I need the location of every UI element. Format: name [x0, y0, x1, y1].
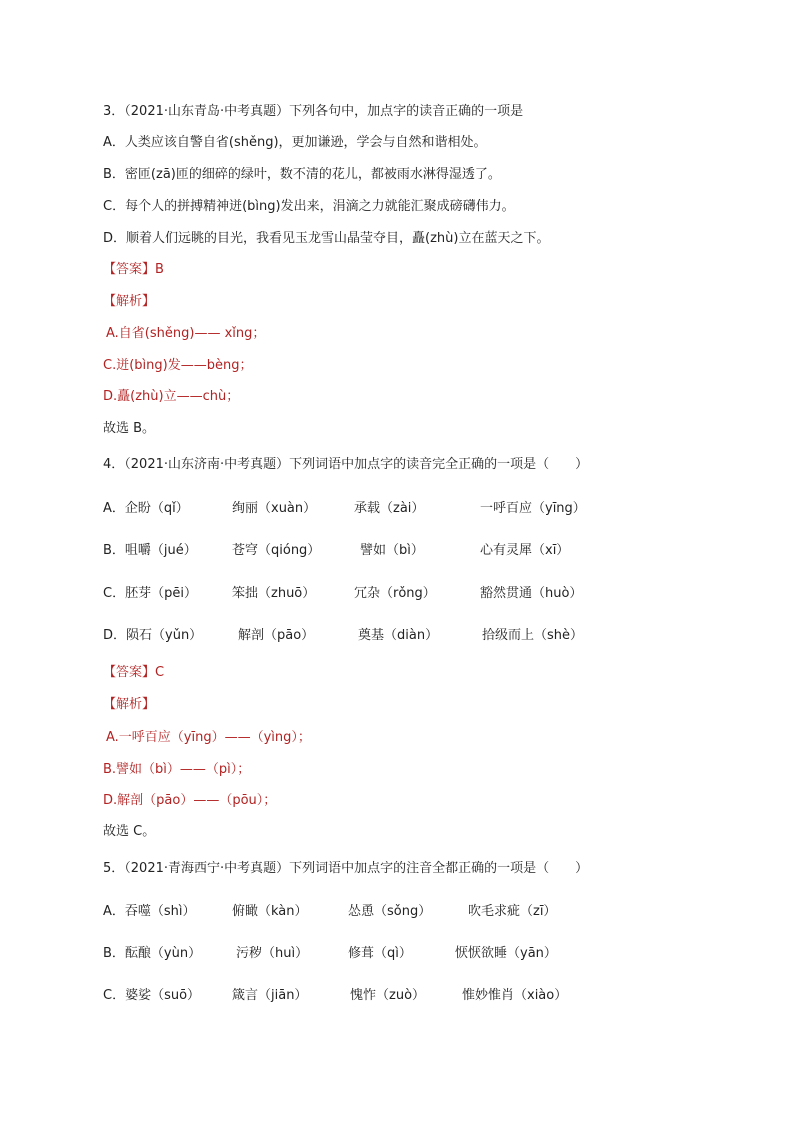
- q4-row-b-item-1: B．咀嚼（jué）: [103, 543, 197, 558]
- q3-analysis-tag: 【解析】: [103, 294, 156, 309]
- q5-row-b-item-1: B．酝酿（yùn）: [103, 946, 202, 961]
- q4-row-a-item-2: 绚丽（xuàn）: [232, 501, 317, 516]
- q5-row-b-item-3: 修葺（qì）: [348, 946, 412, 961]
- q3-answer: [103, 261, 164, 279]
- q4-analysis-d: D.解剖（pāo）——（pōu）；: [103, 793, 277, 808]
- q3-analysis-c: C.迸(bìng)发——bèng；: [103, 358, 253, 373]
- q4-row-d-item-1: D．陨石（yǔn）: [103, 628, 203, 643]
- q5-row-c-item-1: C．婆娑（suō）: [103, 988, 201, 1003]
- q4-row-c-item-4: 豁然贯通（huò）: [480, 586, 583, 601]
- q3-answer-tag: 【答案】: [103, 262, 156, 277]
- q3-option-c: C．每个人的拼搏精神迸(bìng)发出来，涓滴之力就能汇聚成磅礴伟力。: [103, 199, 515, 214]
- q5-row-a-item-4: 吹毛求疵（zī）: [468, 904, 557, 919]
- q3-analysis-a: A.自省(shěng)—— xǐng；: [106, 326, 266, 341]
- q4-conclusion: 故选 C。: [103, 824, 156, 839]
- q5-row-c-item-2: 箴言（jiān）: [232, 988, 308, 1003]
- q4-row-a-item-3: 承载（zài）: [354, 501, 425, 516]
- q5-stem: 5．（2021·青海西宁·中考真题）下列词语中加点字的注音全都正确的一项是（ ）: [103, 861, 589, 876]
- q4-analysis-b: B.譬如（bì）——（pì）；: [103, 762, 251, 777]
- q4-answer-tag: 【答案】: [103, 665, 156, 680]
- q3-option-a: A．人类应该自警自省(shěng)，更加谦逊，学会与自然和谐相处。: [103, 135, 487, 150]
- q5-row-b-item-4: 恹恹欲睡（yān）: [455, 946, 557, 961]
- q4-answer: [103, 664, 164, 682]
- q3-option-d: D．顺着人们远眺的目光，我看见玉龙雪山晶莹夺目，矗(zhù)立在蓝天之下。: [103, 231, 550, 246]
- q3-conclusion: 故选 B。: [103, 421, 156, 436]
- q5-row-c-item-3: 愧怍（zuò）: [350, 988, 426, 1003]
- q3-answer-value: B: [155, 262, 164, 277]
- q4-row-b-item-4: 心有灵犀（xī）: [480, 543, 570, 558]
- q4-answer-value: C: [155, 665, 165, 680]
- q3-stem: 3．（2021·山东青岛·中考真题）下列各句中，加点字的读音正确的一项是: [103, 104, 524, 119]
- q4-row-a-item-4: 一呼百应（yīng）: [480, 501, 586, 516]
- q4-stem: 4．（2021·山东济南·中考真题）下列词语中加点字的读音完全正确的一项是（ ）: [103, 457, 589, 472]
- q4-row-c-item-1: C．胚芽（pēi）: [103, 586, 197, 601]
- q3-option-b: B．密匝(zā)匝的细碎的绿叶，数不清的花儿，都被雨水淋得湿透了。: [103, 167, 501, 182]
- q5-row-c-item-4: 惟妙惟肖（xiào）: [462, 988, 568, 1003]
- q4-row-d-item-4: 拾级而上（shè）: [482, 628, 584, 643]
- q3-analysis-d: D.矗(zhù)立——chù；: [103, 389, 240, 404]
- q4-row-b-item-3: 譬如（bì）: [360, 543, 424, 558]
- q5-row-a-item-1: A．吞噬（shì）: [103, 904, 196, 919]
- q5-row-a-item-2: 俯瞰（kàn）: [232, 904, 308, 919]
- q4-row-c-item-2: 笨拙（zhuō）: [232, 586, 316, 601]
- q5-row-b-item-2: 污秽（huì）: [236, 946, 309, 961]
- q4-row-d-item-3: 奠基（diàn）: [358, 628, 439, 643]
- q4-row-c-item-3: 冗杂（rǒng）: [354, 586, 436, 601]
- q4-analysis-a: A.一呼百应（yīng）——（yìng）；: [106, 730, 311, 745]
- q4-row-d-item-2: 解剖（pāo）: [238, 628, 315, 643]
- q4-analysis-tag: 【解析】: [103, 697, 156, 712]
- q4-row-a-item-1: A．企盼（qǐ）: [103, 501, 189, 516]
- q5-row-a-item-3: 怂恿（sǒng）: [348, 904, 432, 919]
- q4-row-b-item-2: 苍穹（qióng）: [232, 543, 321, 558]
